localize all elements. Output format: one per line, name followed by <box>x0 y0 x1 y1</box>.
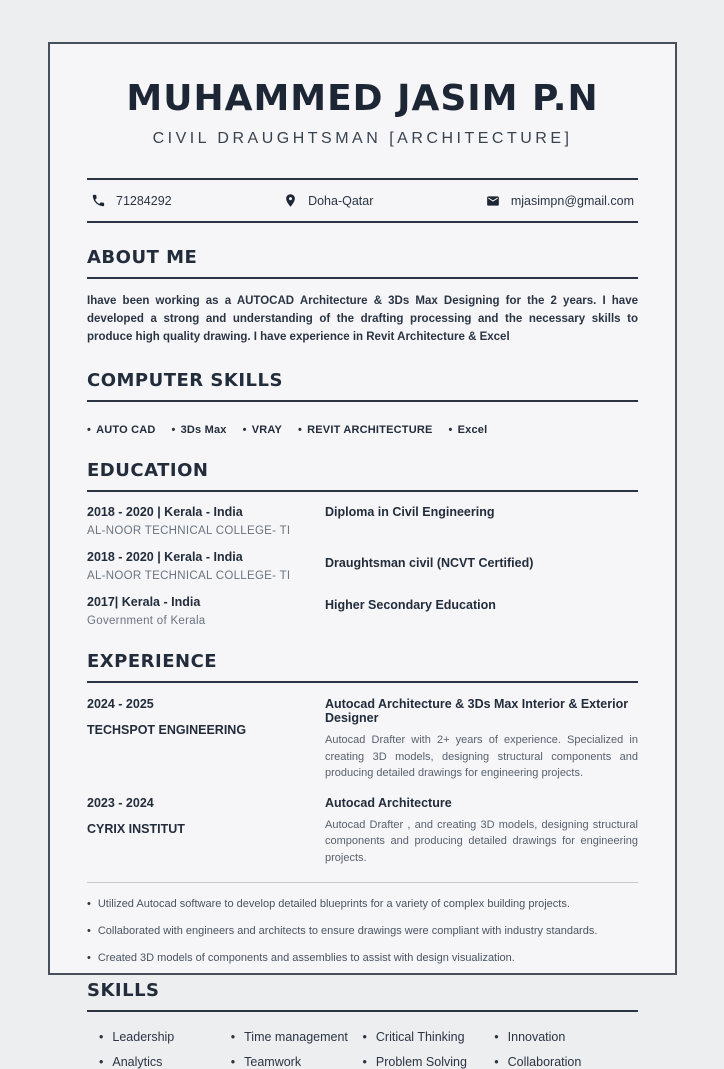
education-institution: Government of Kerala <box>87 615 206 628</box>
bullet-icon: • <box>87 952 91 965</box>
bullet-icon: • <box>87 925 91 938</box>
skill-item: • Innovation <box>494 1030 566 1045</box>
computer-skill-item: • Excel <box>448 424 488 437</box>
contact-email <box>485 194 634 208</box>
skill-item: • Problem Solving <box>362 1055 467 1069</box>
experience-entry <box>87 796 638 867</box>
computer-skill-item: • VRAY <box>242 424 283 437</box>
contact-location <box>283 192 373 209</box>
bullet-icon: • <box>99 1030 104 1045</box>
education-period: 2018 - 2020 | Kerala - India <box>87 505 243 520</box>
contact-phone <box>91 193 172 208</box>
experience-description: Autocad Drafter with 2+ years of experience. Specialized in creating 3D models, designing structural components and producing detailed drawings for engineering projects. <box>325 734 638 780</box>
education-degree: Draughtsman civil (NCVT Certified) <box>325 556 534 571</box>
phone-icon <box>91 193 106 208</box>
bullet-icon: • <box>242 424 247 437</box>
contact-bar <box>87 178 638 223</box>
skills-rule <box>87 1010 638 1012</box>
computer-skill-item: • REVIT ARCHITECTURE <box>298 424 433 437</box>
computer-skills-heading: COMPUTER SKILLS <box>87 370 283 392</box>
location-pin-icon <box>283 192 298 209</box>
education-section <box>87 460 638 627</box>
experience-company: CYRIX INSTITUT <box>87 821 185 836</box>
resume-page <box>48 42 677 1069</box>
about-paragraph: Ihave been working as a AUTOCAD Architecture & 3Ds Max Designing for the 2 years. I have developed a strong and understanding of the drafting processing and the necessary skills to produce high quality drawing. I have experience in Revit Architecture & Excel <box>87 295 638 343</box>
bullet-icon: • <box>87 424 92 437</box>
experience-heading: EXPERIENCE <box>87 651 218 673</box>
email-text: mjasimpn@gmail.com <box>510 193 634 208</box>
skill-item: • Collaboration <box>494 1055 582 1069</box>
education-rule <box>87 490 638 492</box>
education-period: 2018 - 2020 | Kerala - India <box>87 550 243 565</box>
education-period: 2017| Kerala - India <box>87 595 201 610</box>
computer-skills-rule <box>87 400 638 402</box>
experience-divider <box>87 882 638 883</box>
experience-section <box>87 651 638 964</box>
experience-entry <box>87 697 638 782</box>
experience-highlights <box>87 898 638 964</box>
education-institution: AL-NOOR TECHNICAL COLLEGE- TI <box>87 570 291 583</box>
experience-description: Autocad Drafter , and creating 3D models, designing structural components and producing detailed drawings for engineering projects. <box>325 818 638 864</box>
bullet-icon: • <box>230 1055 236 1069</box>
experience-rule <box>87 681 638 683</box>
skills-section <box>87 980 638 1069</box>
computer-skills-section <box>87 370 638 436</box>
highlight-item: • Collaborated with engineers and architects to ensure drawings were compliant with industry standards. <box>87 925 598 938</box>
experience-role: Autocad Architecture & 3Ds Max Interior & Exterior Designer <box>325 697 629 726</box>
bullet-icon: • <box>171 424 176 437</box>
bullet-icon: • <box>99 1055 104 1069</box>
experience-company: TECHSPOT ENGINEERING <box>87 723 247 738</box>
bullet-icon: • <box>87 898 91 911</box>
about-section <box>87 247 638 346</box>
skill-item: • Analytics <box>99 1055 163 1069</box>
education-degree: Diploma in Civil Engineering <box>325 505 495 520</box>
skill-item: • Time management <box>230 1030 348 1045</box>
skill-item: • Teamwork <box>230 1055 302 1069</box>
education-degree: Higher Secondary Education <box>325 598 496 613</box>
skill-item: • Critical Thinking <box>362 1030 465 1045</box>
envelope-icon <box>485 194 501 208</box>
computer-skills-list <box>87 424 638 436</box>
education-institution: AL-NOOR TECHNICAL COLLEGE- TI <box>87 525 291 538</box>
bullet-icon: • <box>448 424 453 437</box>
about-rule <box>87 277 638 279</box>
skills-list <box>87 1030 638 1069</box>
experience-period: 2024 - 2025 <box>87 697 154 712</box>
computer-skill-item: • AUTO CAD <box>87 424 156 437</box>
bullet-icon: • <box>362 1030 367 1045</box>
education-heading: EDUCATION <box>87 460 209 482</box>
education-entry <box>87 550 638 582</box>
location-text: Doha-Qatar <box>308 193 374 208</box>
bullet-icon: • <box>494 1055 499 1069</box>
highlight-item: • Created 3D models of components and assemblies to assist with design visualization. <box>87 952 515 965</box>
person-name: MUHAMMED JASIM P.N <box>126 78 599 119</box>
bullet-icon: • <box>494 1030 499 1045</box>
bullet-icon: • <box>230 1030 236 1045</box>
job-title: CIVIL DRAUGHTSMAN [ARCHITECTURE] <box>152 130 573 147</box>
education-entry <box>87 595 638 627</box>
about-heading: ABOUT ME <box>87 247 198 268</box>
skill-item: • Leadership <box>99 1030 175 1045</box>
highlight-item: • Utilized Autocad software to develop detailed blueprints for a variety of complex building projects. <box>87 898 570 911</box>
bullet-icon: • <box>298 424 303 437</box>
experience-role: Autocad Architecture <box>325 795 452 810</box>
skills-heading: SKILLS <box>87 980 160 1002</box>
education-entry <box>87 505 638 537</box>
computer-skill-item: • 3Ds Max <box>171 424 227 437</box>
phone-number: 71284292 <box>116 193 172 208</box>
bullet-icon: • <box>362 1055 367 1069</box>
experience-period: 2023 - 2024 <box>87 795 154 810</box>
